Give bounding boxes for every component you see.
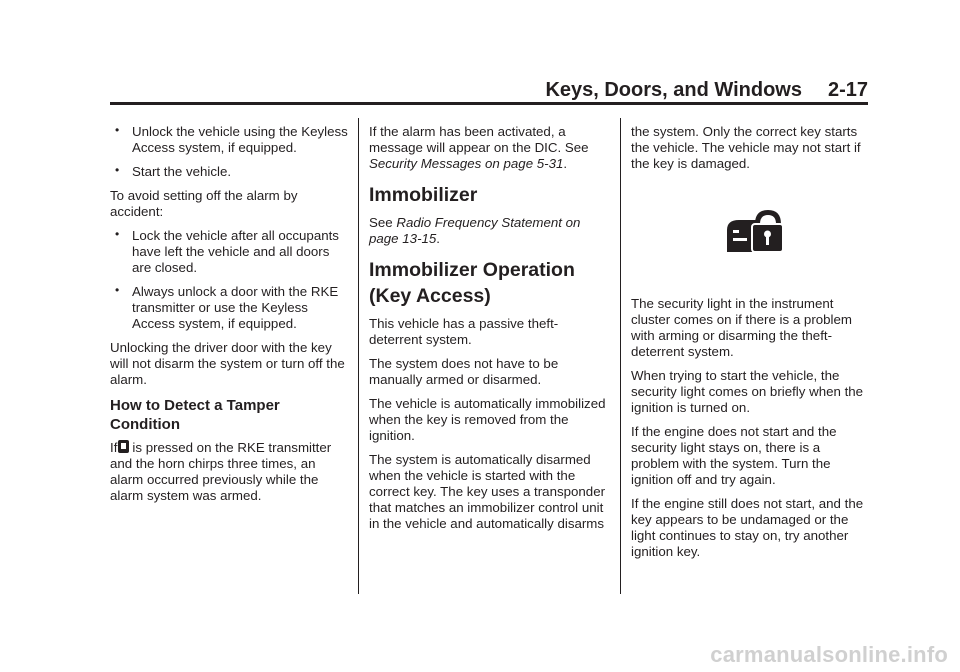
list-item: • Unlock the vehicle using the Keyless Access system, if equipped.	[115, 123, 348, 155]
bullet-icon: •	[115, 123, 120, 137]
section-heading: Immobilizer	[369, 184, 478, 206]
list-item: • Always unlock a door with the RKE transmitter or use the Keyless Access system, if equipped.	[115, 283, 339, 331]
paragraph: If the engine still does not start, and the key appears to be undamaged or the light continues to stay on, try another ignition key.	[631, 496, 864, 559]
column-1	[110, 124, 348, 512]
list-item: • Lock the vehicle after all occupants have left the vehicle and all doors are closed.	[115, 227, 339, 275]
lock-button-icon	[118, 440, 129, 453]
section-heading: Immobilizer Operation (Key Access)	[369, 259, 575, 307]
bullet-icon: •	[115, 227, 120, 241]
section-title: Keys, Doors, and Windows	[545, 79, 802, 101]
security-light-icon	[725, 206, 783, 254]
cross-reference: Radio Frequency Statement on page 13-15	[369, 215, 581, 246]
column-3	[631, 124, 869, 568]
page-number: 2-17	[827, 79, 868, 101]
bullet-icon: •	[115, 163, 120, 177]
header-rule	[110, 102, 868, 105]
paragraph: The system is automatically disarmed when the vehicle is started with the correct key. The key uses a transponder that matches an immobilizer control unit in the vehicle and automatically disarms	[369, 452, 606, 531]
column-2	[369, 124, 609, 540]
cross-reference: Security Messages on page 5-31	[369, 156, 564, 171]
paragraph: If the engine does not start and the security light stays on, there is a problem with the system. Turn the ignition off and try again.	[631, 424, 837, 487]
paragraph: This vehicle has a passive theft-deterrent system.	[369, 316, 559, 347]
column-divider-1	[358, 118, 359, 594]
paragraph: If is pressed on the RKE transmitter and the horn chirps three times, an alarm occurred previously while the alarm system was armed.	[110, 440, 332, 503]
paragraph: The system does not have to be manually armed or disarmed.	[369, 356, 559, 387]
paragraph: See Radio Frequency Statement on page 13-15.	[369, 215, 581, 246]
section-heading: How to Detect a Tamper Condition	[110, 397, 280, 433]
paragraph: Unlocking the driver door with the key will not disarm the system or turn off the alarm.	[110, 340, 345, 387]
paragraph: The security light in the instrument cluster comes on if there is a problem with arming or disarming the theft-deterrent system.	[631, 296, 852, 359]
paragraph: When trying to start the vehicle, the security light comes on briefly when the ignition is turned on.	[631, 368, 864, 415]
paragraph: If the alarm has been activated, a message will appear on the DIC. See Security Messages on page 5-31.	[369, 124, 589, 171]
column-divider-2	[620, 118, 621, 594]
watermark: carmanualsonline.info	[710, 642, 948, 667]
bullet-icon: •	[115, 283, 120, 297]
page-header	[110, 78, 868, 102]
paragraph: the system. Only the correct key starts the vehicle. The vehicle may not start if the key is damaged.	[631, 124, 861, 171]
paragraph: The vehicle is automatically immobilized when the key is removed from the ignition.	[369, 396, 606, 443]
list-item: • Start the vehicle.	[115, 163, 232, 179]
paragraph: To avoid setting off the alarm by accident:	[110, 188, 298, 219]
